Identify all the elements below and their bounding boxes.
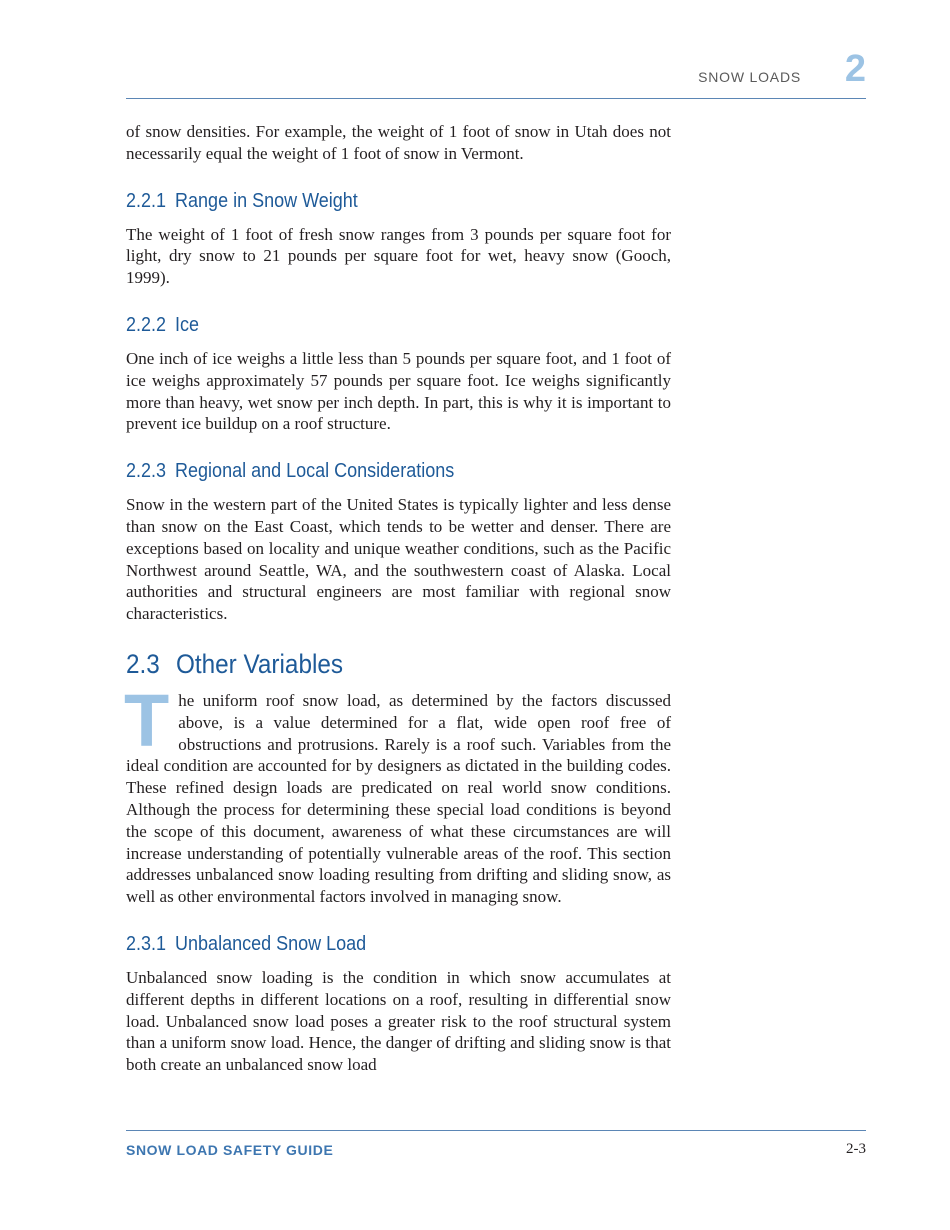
heading-title: Ice (175, 313, 200, 336)
heading-2-3-1 (126, 932, 617, 956)
heading-number: 2.3.1 (126, 932, 167, 955)
heading-2-2-3 (126, 459, 617, 483)
heading-title: Range in Snow Weight (175, 189, 358, 212)
heading-number: 2.2.3 (126, 460, 167, 483)
footer-title: SNOW LOAD SAFETY GUIDE (126, 1142, 334, 1158)
drop-cap: T (124, 678, 170, 762)
paragraph-2-2-1: The weight of 1 foot of fresh snow ranges from 3 pounds per square foot for light, dry snow to 21 pounds per square foot for wet, heavy snow (Gooch, 1999). (126, 224, 671, 288)
heading-title: Unbalanced Snow Load (175, 932, 367, 955)
heading-2-3 (126, 649, 617, 679)
page-header (126, 48, 866, 99)
paragraph-2-3-1: Unbalanced snow loading is the condition in which snow accumulates at different depths in different locations on a roof, resulting in differential snow load. Unbalanced snow load poses a greater risk to the roof structural system than a uniform snow load. Hence, the danger of drifting and sliding snow is that both create an unbalanced snow load (126, 967, 671, 1075)
heading-2-2-2 (126, 313, 617, 337)
heading-title: Regional and Local Considerations (175, 460, 455, 483)
chapter-number: 2 (844, 48, 866, 90)
heading-2-2-1 (126, 189, 617, 213)
paragraph-2-3-text: he uniform roof snow load, as determined by the factors discussed above, is a value determined for a flat, wide open roof free of obstructions and protrusions. Rarely is a roof such. Variables from the ideal condition are accounted for by designers as dictated in the building codes. These refined design loads are predicated on real world snow conditions. Although the process for determining these special load conditions is beyond the scope of this document, awareness of what these circumstances are will increase understanding of potentially vulnerable areas of the roof. This section addresses unbalanced snow loading resulting from drifting and sliding snow, as well as other environmental factors involved in managing snow. (126, 690, 671, 907)
paragraph-2-2-2: One inch of ice weighs a little less than 5 pounds per square foot, and 1 foot of ice weighs approximately 57 pounds per square foot. Ice weighs significantly more than heavy, wet snow per inch depth. In part, this is why it is important to prevent ice buildup on a roof structure. (126, 348, 671, 434)
heading-number: 2.2.1 (126, 189, 167, 212)
page-content (126, 121, 671, 1076)
page-number: 2-3 (846, 1141, 866, 1157)
page-footer (126, 1130, 866, 1158)
paragraph-2-3 (124, 678, 671, 908)
paragraph-2-2-3: Snow in the western part of the United States is typically lighter and less dense than snow on the East Coast, which tends to be wetter and denser. There are exceptions based on locality and unique weather conditions, such as the Pacific Northwest around Seattle, WA, and the southwestern coast of Alaska. Local authorities and structural engineers are most familiar with regional snow characteristics. (126, 495, 671, 624)
heading-title: Other Variables (175, 648, 344, 679)
running-header-title: SNOW LOADS (698, 69, 801, 85)
intro-paragraph: of snow densities. For example, the weight of 1 foot of snow in Utah does not necessarily equal the weight of 1 foot of snow in Vermont. (126, 122, 671, 163)
heading-number: 2.2.2 (126, 313, 167, 336)
heading-number: 2.3 (126, 648, 160, 679)
